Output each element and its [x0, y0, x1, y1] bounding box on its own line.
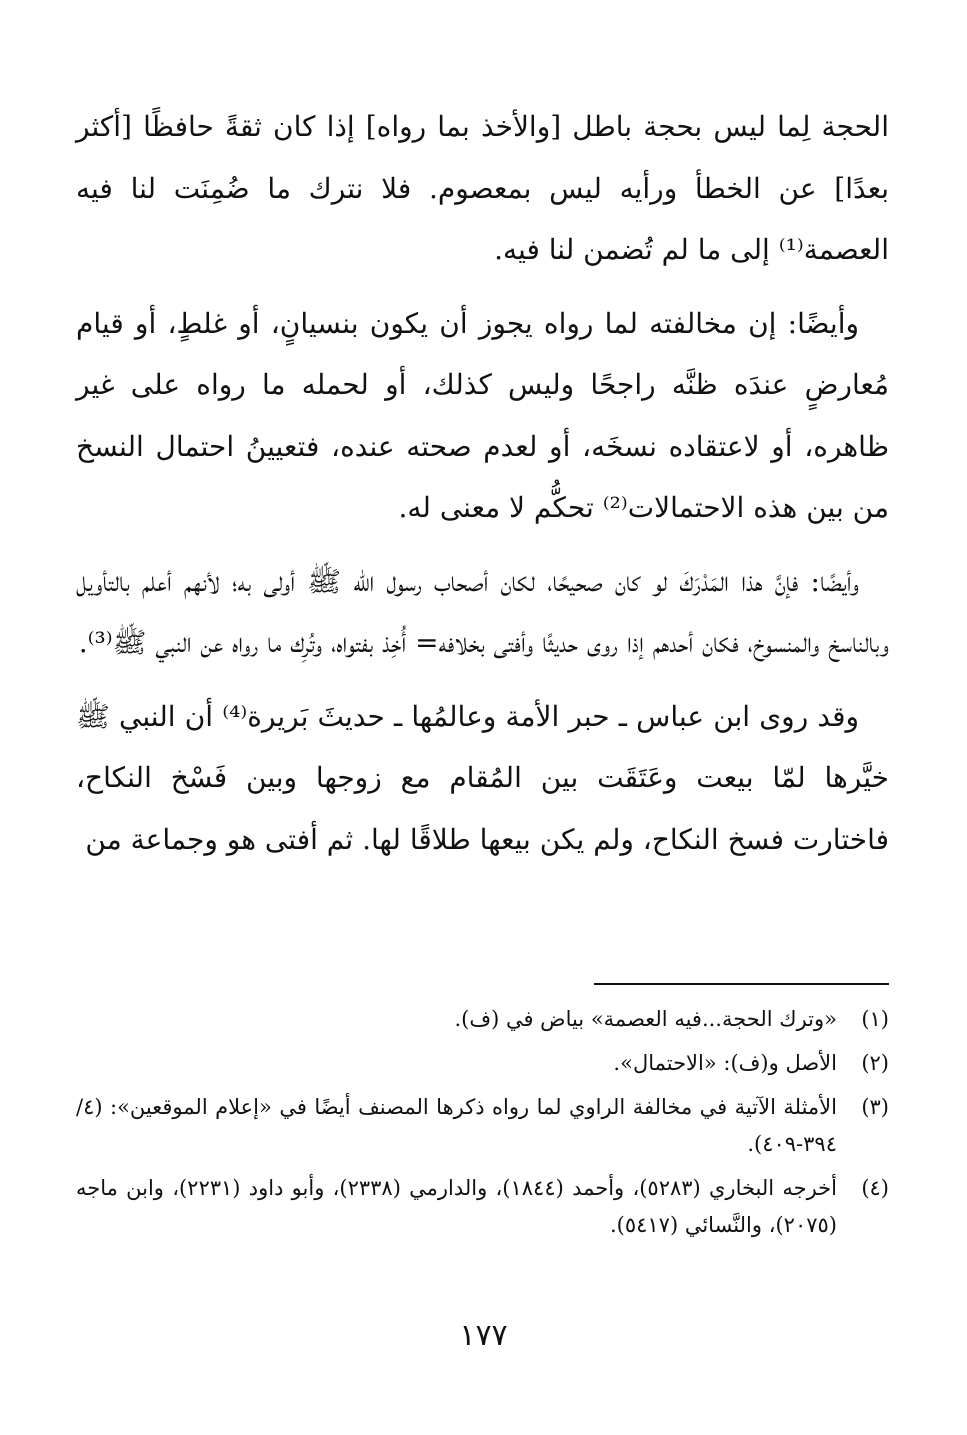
- page-number: ١٧٧: [459, 1318, 508, 1353]
- footnote-number: (٣): [861, 1095, 889, 1119]
- paragraph-3: وأيضًا: فإنَّ هذا المَدْرَكَ لو كان صحيحًا، لكان أصحاب رسول الله ﷺ أولى به؛ لأنهم أعلم بالتأويل وبالناسخ والمنسوخ، فكان أحدهم إذا روى حديثًا وأفتى بخلافه= أُخِذ بفتواه، وتُرِك ما رواه عن النبي ﷺ⁽³⁾.: [76, 564, 889, 659]
- footnote-number: (١): [861, 1007, 889, 1031]
- footnote-divider: [594, 983, 889, 985]
- paragraph-1: الحجة لِما ليس بحجة باطل [والأخذ بما رواه] إذا كان ثقةً حافظًا [أكثر بعدًا] عن الخطأ ورأيه ليس بمعصوم. فلا نترك ما ضُمِنَت لنا فيه العصمة⁽¹⁾ إلى ما لم تُضمن لنا فيه.: [76, 110, 889, 266]
- footnote-text: الأصل و(ف): «الاحتمال».: [613, 1051, 837, 1075]
- footnote-3: [76, 1089, 889, 1163]
- footnote-text: «وترك الحجة...فيه العصمة» بياض في (ف).: [454, 1007, 837, 1031]
- footnote-number: (٢): [861, 1051, 889, 1075]
- footnote-text: الأمثلة الآتية في مخالفة الراوي لما رواه ذكرها المصنف أيضًا في «إعلام الموقعين»: (٤/ ٣٩٤-٤٠٩).: [76, 1095, 837, 1156]
- footnote-4: [76, 1170, 889, 1244]
- footnote-number: (٤): [861, 1176, 889, 1200]
- footnote-1: [76, 1001, 889, 1038]
- paragraph-4: وقد روى ابن عباس ـ حبر الأمة وعالمُها ـ حديثَ بَريرة⁽⁴⁾ أن النبي ﷺ خيَّرها لمّا بيعت وعَتَقَت بين المُقام مع زوجها وبين فَسْخ النكاح، فاختارت فسخ النكاح، ولم يكن بيعها طلاقًا لها. ثم أفتى هو وجماعة من: [76, 699, 889, 856]
- main-text: [76, 96, 889, 882]
- paragraph-2: وأيضًا: إن مخالفته لما رواه يجوز أن يكون بنسيانٍ، أو غلطٍ، أو قيام مُعارضٍ عندَه ظنَّه راجحًا وليس كذلك، أو لحمله ما رواه على غير ظاهره، أو لاعتقاده نسخَه، أو لعدم صحته عنده، فتعيينُ احتمال النسخ من بين هذه الاحتمالات⁽²⁾ تحكُّم لا معنى له.: [76, 306, 889, 524]
- footnote-2: [76, 1045, 889, 1082]
- footnotes: [76, 1001, 889, 1251]
- footnote-text: أخرجه البخاري (٥٢٨٣)، وأحمد (١٨٤٤)، والدارمي (٢٣٣٨)، وأبو داود (٢٢٣١)، وابن ماجه (٢٠٧٥)، والنَّسائي (٥٤١٧).: [76, 1176, 837, 1237]
